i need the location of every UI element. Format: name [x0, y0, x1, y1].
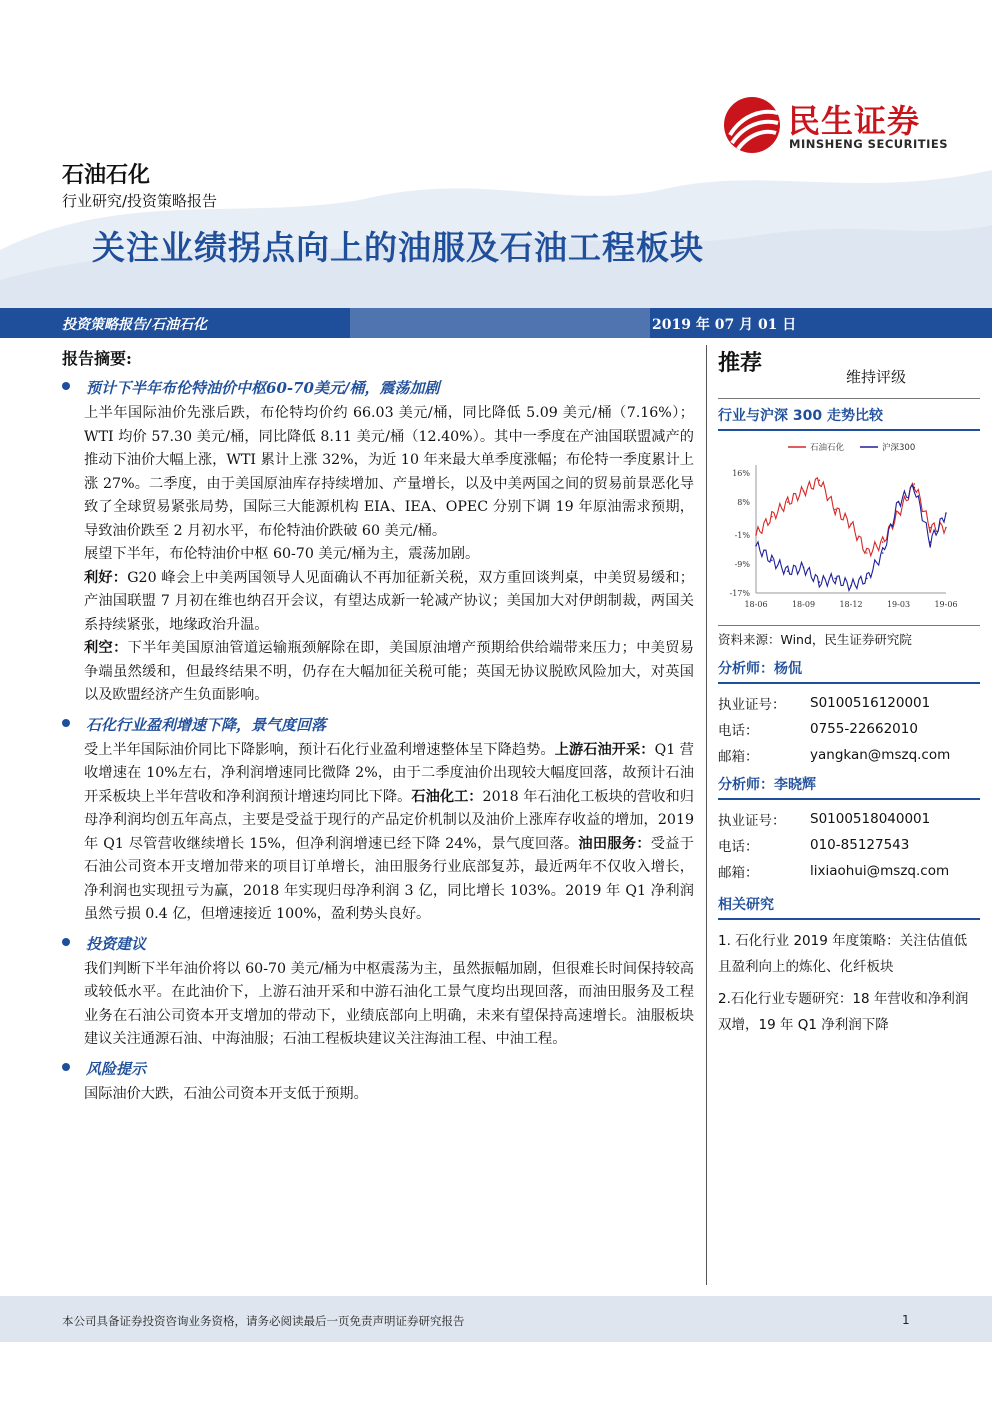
data-point [898, 501, 900, 503]
section-heading-investment: 投资建议 [62, 933, 694, 954]
y-tick-label: -17% [729, 589, 750, 598]
data-point [771, 559, 773, 561]
analyst-title: 分析师：李晓辉 [718, 774, 980, 800]
series-line [756, 485, 946, 590]
header-mountain-background [0, 130, 992, 310]
positive-label: 利好： [84, 569, 128, 586]
data-point [755, 534, 757, 536]
y-tick-label: -9% [734, 559, 750, 569]
paragraph: 国际油价大跌，石油公司资本开支低于预期。 [84, 1085, 368, 1102]
x-tick-label: 19-03 [886, 600, 911, 609]
x-tick-label: 18-09 [791, 600, 816, 609]
data-point [882, 552, 884, 554]
bullet-icon [62, 719, 70, 727]
y-tick-label: -1% [734, 530, 750, 540]
report-date: 2019 年 07 月 01 日 [652, 317, 797, 333]
data-point [771, 516, 773, 518]
data-point [803, 567, 805, 569]
report-title: 关注业绩拐点向上的油服及石油工程板块 [92, 228, 704, 267]
paragraph: 利好：G20 峰会上中美两国领导人见面确认不再加征新关税，双方重回谈判桌，中美贸易缓和；产油国联盟 7 月初在维也纳召开会议，有望达成新一轮减产协议；美国加大对伊朗制裁，两国关系持续紧张，地缘政治升温。 [84, 569, 694, 633]
y-tick-label: 8% [737, 498, 750, 508]
paragraph: 受上半年国际油价同比下降影响，预计石化行业盈利增速整体呈下降趋势。上游石油开采：Q1 营收增速在 10%左右，净利润增速同比微降 2%，由于二季度油价出现较大幅度回落，故预计石油开采板块上半年营收和净利润预计增速均同比下降。石油化工：2018 年石油化工板块的营收和归母净利润均创五年高点，主要是受益于现行的产品定价机制以及油价上涨库存收益的增加，2019 年 Q1 尽管营收继续增长 15%，但净利润增速已经下降 24%，景气度回落。油田服务：受益于石油公司资本开支增加带来的项目订单增长，油田服务行业底部复苏，最近两年不仅收入增长，净利润也实现扭亏为赢，2018 年实现归母净利润 3 亿，同比增长 103%。2019 年 Q1 净利润虽然亏损 0.4 亿，但增速接近 100%，盈利势头良好。 [84, 741, 694, 922]
data-point [914, 487, 916, 489]
series-line [756, 478, 946, 556]
bullet-icon [62, 938, 70, 946]
analyst-phone: 电话： 0755-22662010 [718, 721, 918, 739]
data-point [929, 527, 931, 529]
paragraph: 利空：下半年美国原油管道运输瓶颈解除在即，美国原油增产预期给供给端带来压力；中美贸易争端虽然缓和，但最终结果不明，仍存在大幅加征关税可能；英国无协议脱欧风险加大，对英国以及欧盟经济产生负面影响。 [84, 640, 694, 703]
bullet-icon [62, 1063, 70, 1071]
divider [718, 625, 980, 626]
chart-source: 资料来源：Wind，民生证券研究院 [718, 632, 912, 647]
y-tick-label: 16% [732, 469, 750, 478]
analyst-cert: 执业证号： S0100516120001 [718, 695, 931, 713]
data-point [787, 570, 789, 572]
data-point [819, 581, 821, 583]
abstract-title: 报告摘要: [62, 349, 132, 368]
data-point [866, 578, 868, 580]
abstract-column [62, 346, 694, 1106]
data-point [929, 541, 931, 543]
paragraph: 展望下半年，布伦特油价中枢 60-70 美元/桶为主，震荡加剧。 [84, 546, 480, 562]
rating-main: 推荐 [718, 351, 763, 376]
data-point [850, 585, 852, 587]
analyst-phone: 电话： 010-85127543 [718, 837, 910, 855]
data-point [898, 512, 900, 514]
related-item[interactable]: 1. 石化行业 2019 年度策略：关注估值低且盈利向上的炼化、化纤板块 [718, 933, 968, 975]
data-point [882, 541, 884, 543]
band-highlight [350, 308, 650, 338]
data-point [866, 552, 868, 554]
data-point [755, 545, 757, 547]
chart-box-title: 行业与沪深 300 走势比较 [718, 405, 980, 431]
band-report-label: 投资策略报告/石油石化 [62, 317, 208, 333]
column-divider [706, 345, 707, 1285]
legend-label: 沪深300 [882, 443, 916, 453]
data-point [945, 527, 947, 529]
data-point [914, 483, 916, 485]
related-item[interactable]: 2.石化行业专题研究：18 年营收和净利润双增，19 年 Q1 净利润下降 [718, 991, 969, 1033]
paragraph: 上半年国际油价先涨后跌，布伦特均价约 66.03 美元/桶，同比降低 5.09 美元/桶（7.16%）；WTI 均价 57.30 美元/桶，同比降低 8.11 美元/桶（12.40%）。其中一季度在产油国联盟减产的推动下油价大幅上涨，WTI 累计上涨 32%，为近 10 年来最大单季度涨幅；布伦特一季度累计上涨 27%。二季度，由于美国原油库存持续增加、产量增长，以及中美两国之间的贸易前景恶化导致了全球贸易紧张局势，国际三大能源机构 EIA、IEA、OPEC 分别下调 19 年原油需求预期，导致油价跌至 2 月初水平，布伦特油价跌破 60 美元/桶。 [84, 405, 694, 539]
negative-label: 利空： [84, 640, 128, 656]
section-heading-risk: 风险提示 [62, 1058, 694, 1079]
rating-box [718, 346, 980, 398]
divider [718, 398, 980, 399]
data-point [834, 509, 836, 511]
paragraph: 我们判断下半年油价将以 60-70 美元/桶为中枢震荡为主，虽然振幅加剧，但很难长时间保持较高或较低水平。在此油价下，上游石油开采和中游石油化工景气度均出现回落，而油田服务及工程业务在石油公司资本开支增加的带动下，业绩底部向上明确，未来有望保持高速增长。油服板块建议关注通源石油、中海油服；石油工程板块建议关注海油工程、中油工程。 [84, 960, 694, 1047]
analyst-title: 分析师：杨侃 [718, 658, 980, 684]
analyst-cert: 执业证号： S0100518040001 [718, 811, 931, 829]
bullet-icon [62, 382, 70, 390]
data-point [834, 578, 836, 580]
data-point [945, 512, 947, 514]
x-tick-label: 19-06 [934, 600, 958, 609]
brand-name-en: MINSHENG SECURITIES [789, 137, 948, 151]
sidebar [718, 346, 980, 1038]
section-heading-industry-profit: 石化行业盈利增速下降，景气度回落 [62, 714, 694, 735]
section-heading-oil-price: 预计下半年布伦特油价中枢60-70美元/桶，震荡加剧 [62, 377, 694, 398]
data-point [803, 490, 805, 492]
related-research-title: 相关研究 [718, 894, 980, 920]
legend-label: 石油石化 [810, 443, 845, 453]
analyst-email: 邮箱： yangkan@mszq.com [718, 747, 951, 765]
industry-label: 石油石化 [62, 163, 151, 188]
email-link[interactable]: yangkan@mszq.com [810, 747, 951, 763]
footer-disclaimer: 本公司具备证券投资咨询业务资格，请务必阅读最后一页免责声明证券研究报告 [62, 1314, 465, 1328]
x-tick-label: 18-06 [744, 600, 768, 609]
trend-chart [718, 433, 980, 623]
data-point [819, 479, 821, 481]
x-tick-label: 18-12 [839, 600, 863, 609]
data-point [850, 523, 852, 525]
page-number: 1 [902, 1313, 910, 1327]
brand-name-cn: 民生证券 [788, 102, 921, 140]
email-link[interactable]: lixiaohui@mszq.com [810, 863, 950, 879]
data-point [787, 501, 789, 503]
rating-sub: 维持评级 [846, 368, 907, 386]
report-type: 行业研究/投资策略报告 [62, 192, 218, 210]
analyst-email: 邮箱： lixiaohui@mszq.com [718, 863, 950, 881]
